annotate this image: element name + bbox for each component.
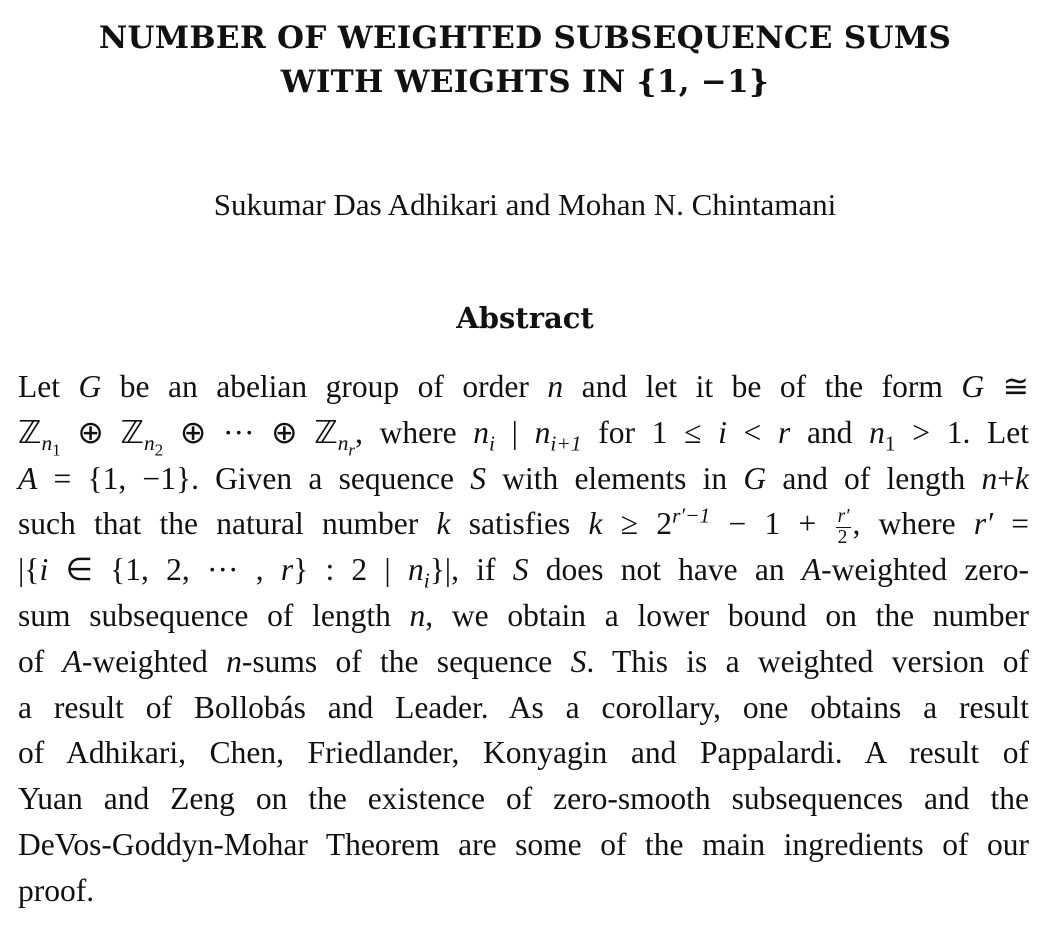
title-line-2: WITH WEIGHTS IN {1, −1} xyxy=(280,64,770,100)
abstract-line-1: Let G be an abelian group of order n and let it be of the form G ≅ xyxy=(18,369,1029,404)
abstract-heading: Abstract xyxy=(456,301,594,335)
abstract-line-8: a result of Bollobás and Leader. As a corollary, one obtains a result xyxy=(18,689,1029,725)
abstract-line-2: ℤ$_{n_1}$ ⊕ ℤ$_{n_2}$ ⊕ ··· ⊕ ℤ$_{n_r}$, where $n_i$ | $n_{i+1}$ for 1 ≤ i < r and $n_1 > 1$. Let xyxy=(18,414,1029,460)
title-line-1: NUMBER OF WEIGHTED SUBSEQUENCE SUMS xyxy=(98,20,952,56)
abstract-line-3: A = {1, −1}. Given a sequence S with elements in G and of length n+k xyxy=(18,460,1029,496)
abstract-line-11: DeVos-Goddyn-Mohar Theorem are some of the main ingredients of our xyxy=(18,826,1029,862)
abstract-line-4: such that the natural number k satisfies $k \ge 2^{r'-1} - 1$ + $\frac{r'}{2}$ , where r′ = xyxy=(18,503,1030,548)
abstract-line-9: of Adhikari, Chen, Friedlander, Konyagin and Pappalardi. A result of xyxy=(18,735,1029,771)
abstract-line-12: proof. xyxy=(18,872,95,908)
author-list: Sukumar Das Adhikari and Mohan N. Chintamani xyxy=(213,187,837,222)
fraction-r-prime-over-2: $\frac{r'}{2}$ xyxy=(837,506,850,548)
abstract-body xyxy=(18,364,1029,914)
abstract-line-7: of A-weighted n-sums of the sequence S. This is a weighted version of xyxy=(18,643,1029,679)
paper-title xyxy=(0,16,1050,104)
abstract-line-6: sum subsequence of length n, we obtain a lower bound on the number xyxy=(18,597,1029,633)
abstract-line-5: |{i ∈ {1, 2, ··· , r} : 2 | $n_i\}|$, if S does not have an A-weighted zero- xyxy=(18,552,1030,593)
abstract-line-10: Yuan and Zeng on the existence of zero-smooth subsequences and the xyxy=(18,781,1029,817)
